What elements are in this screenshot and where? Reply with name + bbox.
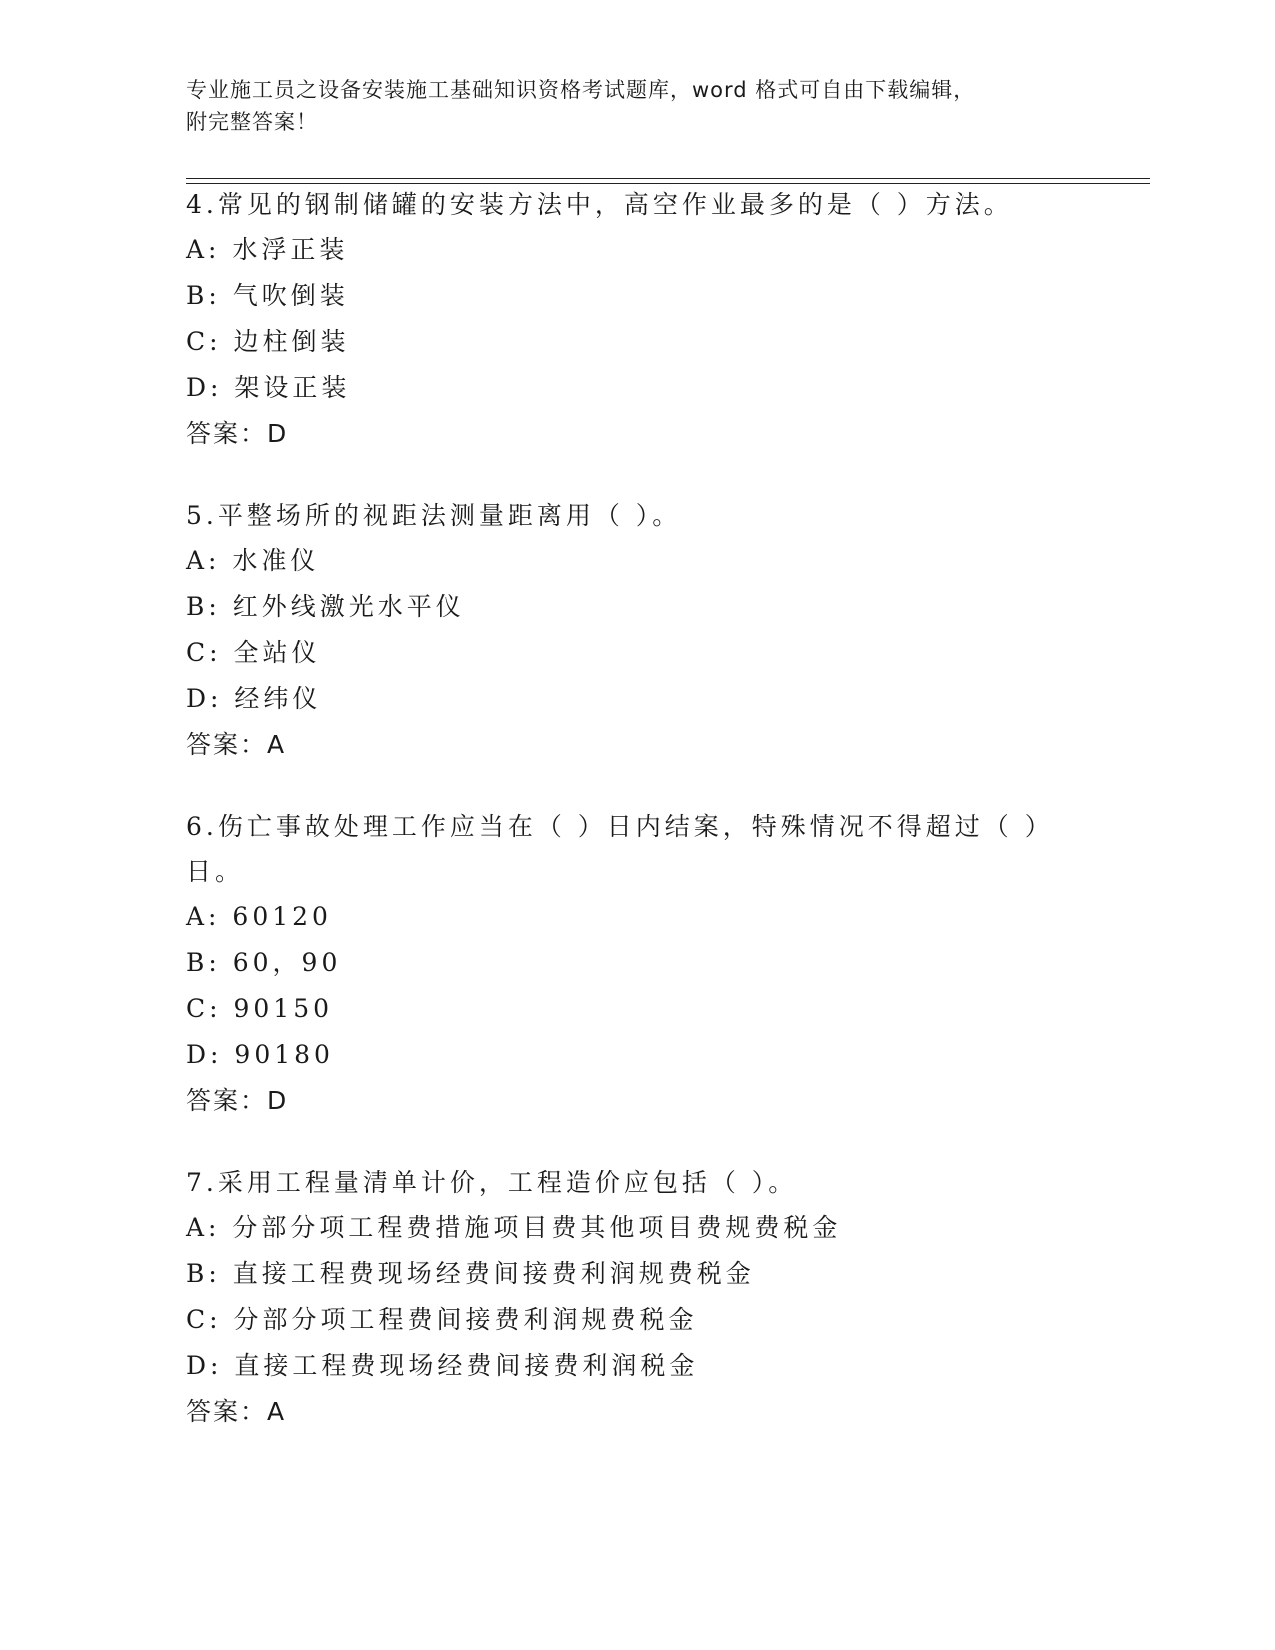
header-line-2: 附完整答案！ bbox=[186, 110, 318, 134]
option-b: B: 60，90 bbox=[186, 948, 342, 977]
question-stem: 6.伤亡事故处理工作应当在（ ）日内结案，特殊情况不得超过（ ） bbox=[186, 812, 1054, 841]
option-a: A: 水准仪 bbox=[186, 546, 320, 575]
answer: 答案：A bbox=[186, 730, 287, 759]
option-a: A: 分部分项工程费措施项目费其他项目费规费税金 bbox=[186, 1213, 842, 1242]
question-7 bbox=[186, 1160, 1086, 1435]
option-d: D: 直接工程费现场经费间接费利润税金 bbox=[186, 1351, 699, 1380]
option-d: D: 90180 bbox=[186, 1040, 334, 1069]
option-d: D: 经纬仪 bbox=[186, 684, 322, 713]
option-d: D: 架设正装 bbox=[186, 373, 351, 402]
header-divider-top bbox=[186, 178, 1150, 179]
answer: 答案：A bbox=[186, 1397, 287, 1426]
option-c: C: 全站仪 bbox=[186, 638, 321, 667]
question-stem: 5.平整场所的视距法测量距离用（ ）。 bbox=[186, 501, 682, 530]
option-c: C: 分部分项工程费间接费利润规费税金 bbox=[186, 1305, 698, 1334]
question-stem: 7.采用工程量清单计价，工程造价应包括（ ）。 bbox=[186, 1168, 798, 1197]
option-a: A: 60120 bbox=[186, 902, 332, 931]
option-b: B: 直接工程费现场经费间接费利润规费税金 bbox=[186, 1259, 755, 1288]
option-b: B: 红外线激光水平仪 bbox=[186, 592, 465, 621]
option-c: C: 边柱倒装 bbox=[186, 327, 350, 356]
header-line-1: 专业施工员之设备安装施工基础知识资格考试题库，word 格式可自由下载编辑， bbox=[186, 78, 976, 102]
option-b: B: 气吹倒装 bbox=[186, 281, 349, 310]
question-5 bbox=[186, 493, 1086, 768]
question-4 bbox=[186, 182, 1086, 457]
question-stem: 4.常见的钢制储罐的安装方法中，高空作业最多的是（ ）方法。 bbox=[186, 190, 1013, 219]
question-stem-continued: 日。 bbox=[186, 857, 245, 886]
document-header bbox=[186, 74, 1086, 138]
option-a: A: 水浮正装 bbox=[186, 235, 349, 264]
answer: 答案：D bbox=[186, 419, 289, 448]
answer: 答案：D bbox=[186, 1086, 289, 1115]
option-c: C: 90150 bbox=[186, 994, 334, 1023]
question-6 bbox=[186, 804, 1086, 1124]
